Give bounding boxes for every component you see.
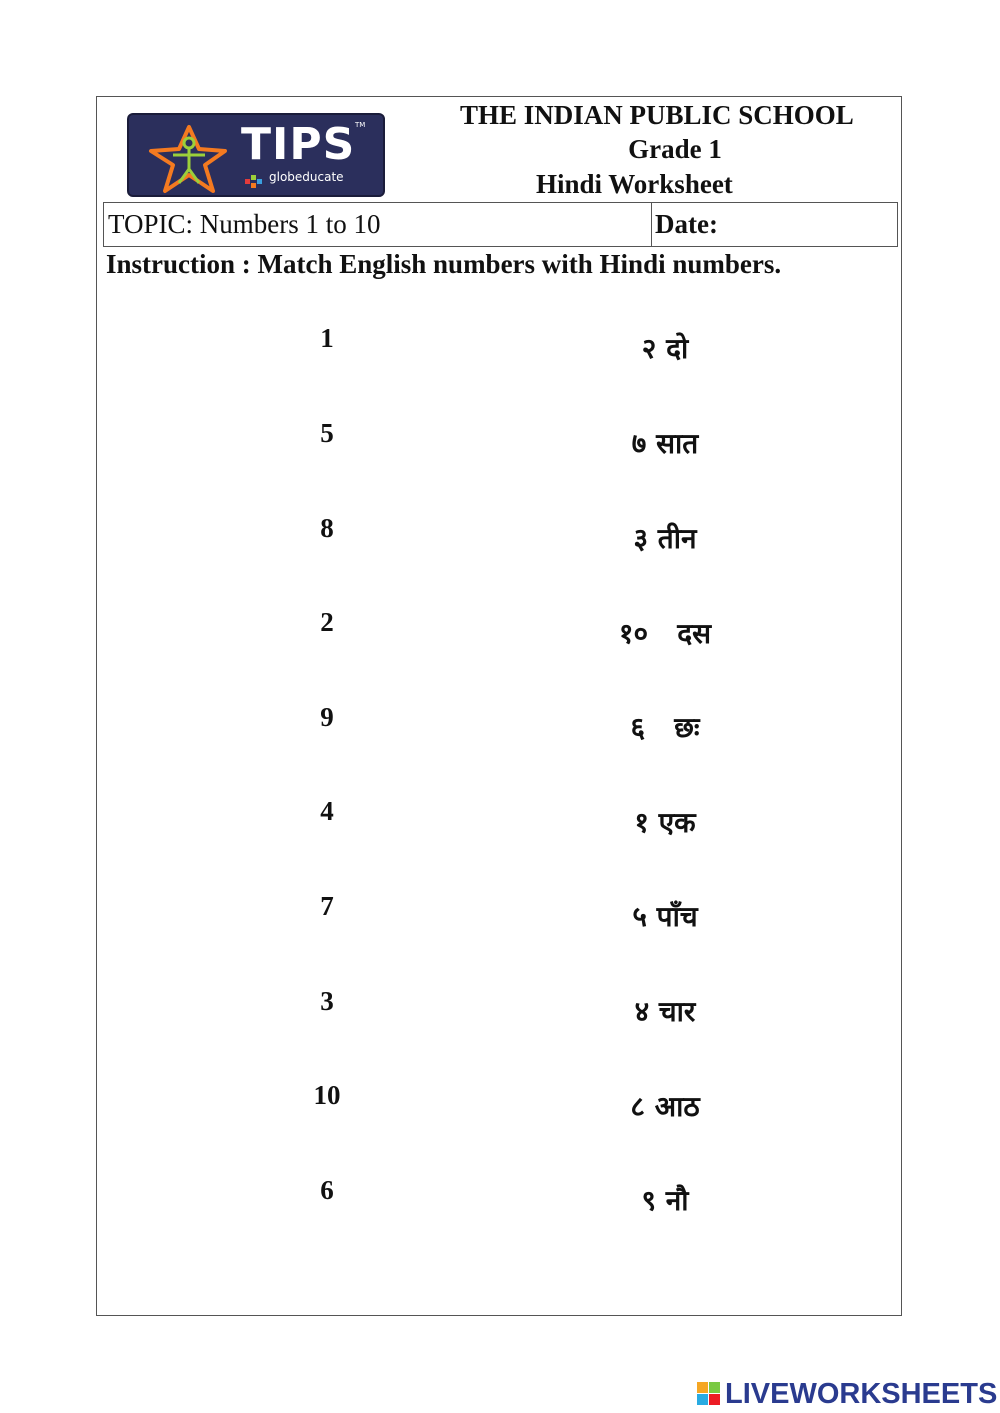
liveworksheets-logo-icon <box>697 1382 721 1406</box>
hindi-number[interactable]: ६ छः <box>630 711 700 744</box>
hindi-number[interactable]: १ एक <box>634 806 696 839</box>
english-number[interactable]: 10 <box>313 1080 341 1110</box>
topic-date-row <box>103 202 898 247</box>
topic-label: TOPIC: Numbers 1 to 10 <box>104 203 652 246</box>
worksheet-subject: Hindi Worksheet <box>536 169 733 199</box>
grade-label: Grade 1 <box>628 134 722 164</box>
logo-trademark: TM <box>355 121 366 129</box>
english-number[interactable]: 4 <box>320 796 334 826</box>
logo-tagline: globeducate <box>269 170 344 184</box>
hindi-number[interactable]: ७ सात <box>631 427 699 460</box>
liveworksheets-brand: LIVEWORKSHEETS <box>725 1378 998 1410</box>
hindi-number[interactable]: १० दस <box>618 617 712 650</box>
hindi-number[interactable]: ४ चार <box>634 995 696 1028</box>
english-number[interactable]: 2 <box>320 607 334 637</box>
english-number[interactable]: 1 <box>320 323 334 353</box>
hindi-number[interactable]: २ दो <box>641 332 689 365</box>
hindi-number[interactable]: ८ आठ <box>630 1090 700 1123</box>
school-logo <box>127 113 385 197</box>
english-number[interactable]: 6 <box>320 1175 334 1205</box>
hindi-number[interactable]: ९ नौ <box>641 1184 689 1217</box>
english-number[interactable]: 5 <box>320 418 334 448</box>
english-number[interactable]: 7 <box>320 891 334 921</box>
instruction-text: Instruction : Match English numbers with Hindi numbers. <box>106 249 782 279</box>
english-number[interactable]: 9 <box>320 702 334 732</box>
hindi-number[interactable]: ५ पाँच <box>632 900 698 933</box>
school-name: THE INDIAN PUBLIC SCHOOL <box>460 100 854 130</box>
english-number[interactable]: 8 <box>320 513 334 543</box>
hindi-number[interactable]: ३ तीन <box>633 522 697 555</box>
date-label: Date: <box>655 209 718 239</box>
logo-wordmark: TIPS <box>241 119 356 170</box>
english-number[interactable]: 3 <box>320 986 334 1016</box>
